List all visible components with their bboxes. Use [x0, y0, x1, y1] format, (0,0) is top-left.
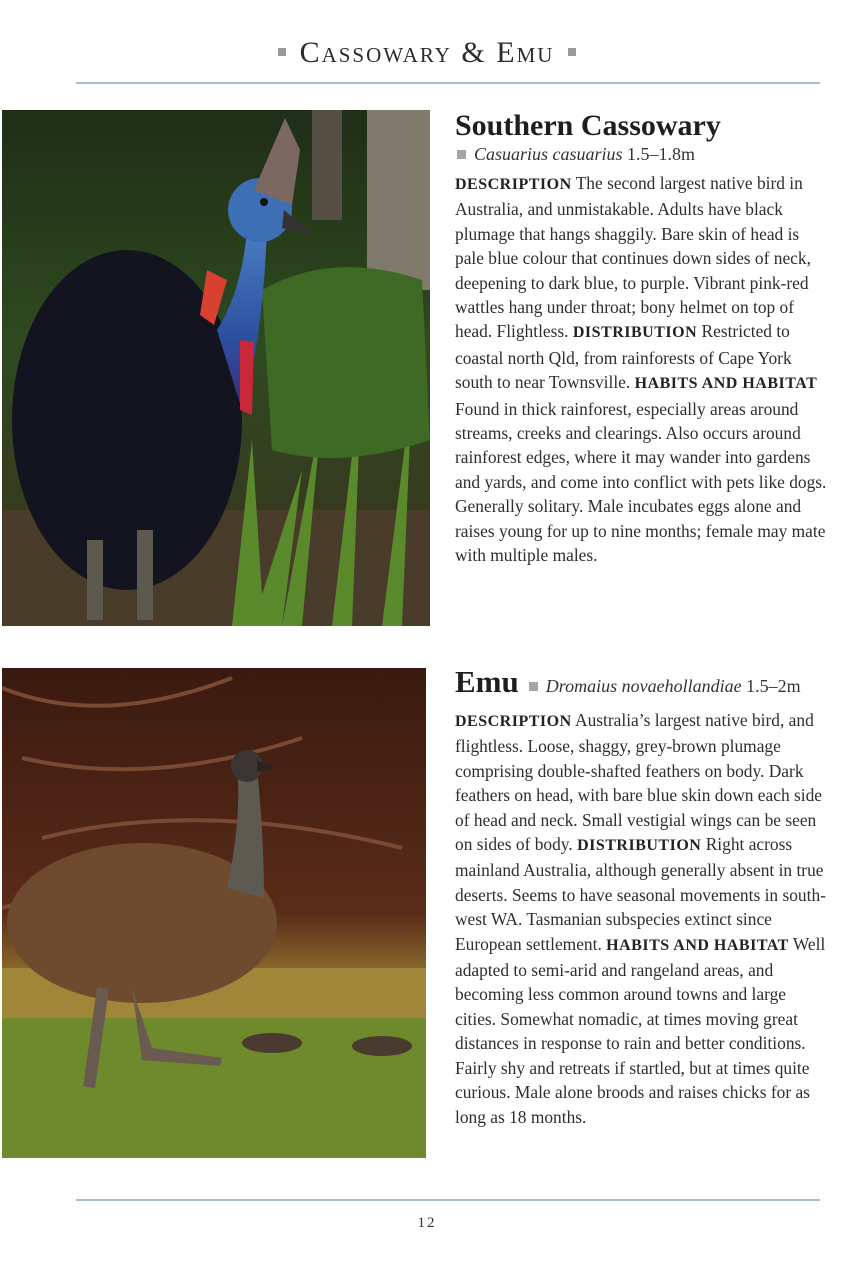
page-number: 12 — [417, 1215, 437, 1231]
description-label: DESCRIPTION — [455, 176, 572, 193]
habitat-label: HABITS AND HABITAT — [606, 936, 789, 954]
habitat-text: Well adapted to semi-arid and rangeland areas, and becoming less common around towns and large cities. Somewhat nomadic, at times moving great distances in response to rain and better conditions. Fairly shy and retreats if startled, but at times quite curious. Male alone broods and raises chicks for as long as 18 months. — [455, 933, 826, 1127]
footer-rule — [76, 1199, 820, 1201]
distribution-text: Restricted to coastal north Qld, from rainforests of Cape York south to near Townsville. — [455, 321, 792, 393]
species-headline — [455, 664, 827, 708]
emu-photo — [2, 668, 426, 1158]
habitat-label: HABITS AND HABITAT — [634, 375, 818, 393]
species-scientific-line — [527, 676, 801, 696]
distribution-label: DISTRIBUTION — [577, 837, 702, 855]
scientific-name: Dromaius novaehollandiae — [545, 676, 742, 696]
header-rule — [76, 82, 820, 84]
scientific-name: Casuarius casuarius — [474, 144, 623, 164]
species-text — [455, 171, 827, 568]
species-text — [455, 708, 827, 1129]
header-ornament-left — [278, 48, 286, 56]
species-size: 1.5–1.8m — [627, 144, 696, 164]
description-label: DESCRIPTION — [455, 713, 572, 730]
species-size: 1.5–2m — [746, 676, 801, 696]
cassowary-entry — [455, 108, 827, 568]
distribution-label: DISTRIBUTION — [572, 324, 698, 342]
bullet-icon — [529, 682, 538, 691]
habitat-text: Found in thick rainforest, especially areas around streams, creeks and clearings. Also occurs around rainforest edges, where it may wander into gardens and yards, and come into conflict with pets like dogs. Generally solitary. Male incubates eggs alone and raises young for up to nine months; female may mate with multiple males. — [455, 398, 827, 566]
species-name: Emu — [455, 664, 519, 699]
species-name: Southern Cassowary — [455, 109, 721, 142]
header-ornament-right — [568, 48, 576, 56]
bullet-icon — [457, 150, 466, 159]
description-text: Australia’s largest native bird, and flightless. Loose, shaggy, grey-brown plumage comprising double-shafted feathers on body. Dark feathers on head, with bare blue skin down each side of head and neck. Small vestigial wings can be seen on sides of body. — [455, 710, 823, 855]
description-text: The second largest native bird in Australia, and unmistakable. Adults have black plumage that hangs shaggily. Bare skin of head is pale blue colour that continues down sides of neck, deepening to dark blue, to purple. Vibrant pink-red wattles hang under throat; bony helmet on top of head. Flightless. — [455, 173, 811, 342]
emu-entry — [455, 664, 827, 1129]
header-title: Cassowary & Emu — [299, 36, 555, 69]
species-scientific-line — [455, 144, 827, 165]
distribution-text: Right across mainland Australia, although generally absent in true deserts. Seems to have seasonal movements in south-west WA. Tasmanian subspecies extinct since European settlement. — [455, 834, 826, 954]
page-header — [0, 36, 854, 70]
cassowary-photo — [2, 110, 430, 626]
